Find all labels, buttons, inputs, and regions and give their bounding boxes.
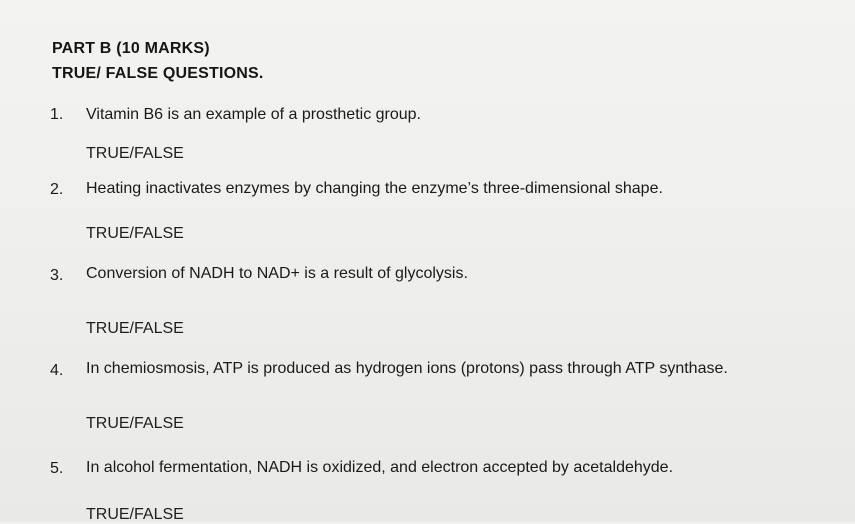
question-5-number: 5.: [50, 460, 64, 477]
question-2-answer: TRUE/FALSE: [86, 225, 184, 242]
question-5-text: In alcohol fermentation, NADH is oxidized, and electron accepted by acetaldehyde.: [86, 459, 674, 476]
question-1-answer: TRUE/FALSE: [86, 145, 184, 162]
question-1-text: Vitamin B6 is an example of a prosthetic group.: [86, 106, 421, 123]
question-3-text: Conversion of NADH to NAD+ is a result of glycolysis.: [86, 265, 468, 282]
part-heading: PART B (10 MARKS): [52, 40, 210, 57]
question-4-number: 4.: [50, 362, 64, 379]
question-3-answer: TRUE/FALSE: [86, 320, 184, 337]
question-4-answer: TRUE/FALSE: [86, 415, 184, 432]
question-3-number: 3.: [50, 267, 64, 284]
question-4-text: In chemiosmosis, ATP is produced as hydrogen ions (protons) pass through ATP synthase.: [86, 360, 728, 377]
question-2-text: Heating inactivates enzymes by changing the enzyme’s three-dimensional shape.: [86, 180, 663, 197]
question-2-number: 2.: [50, 181, 64, 198]
section-heading: TRUE/ FALSE QUESTIONS.: [52, 65, 264, 82]
question-1-number: 1.: [50, 106, 64, 123]
question-5-answer: TRUE/FALSE: [86, 506, 184, 523]
